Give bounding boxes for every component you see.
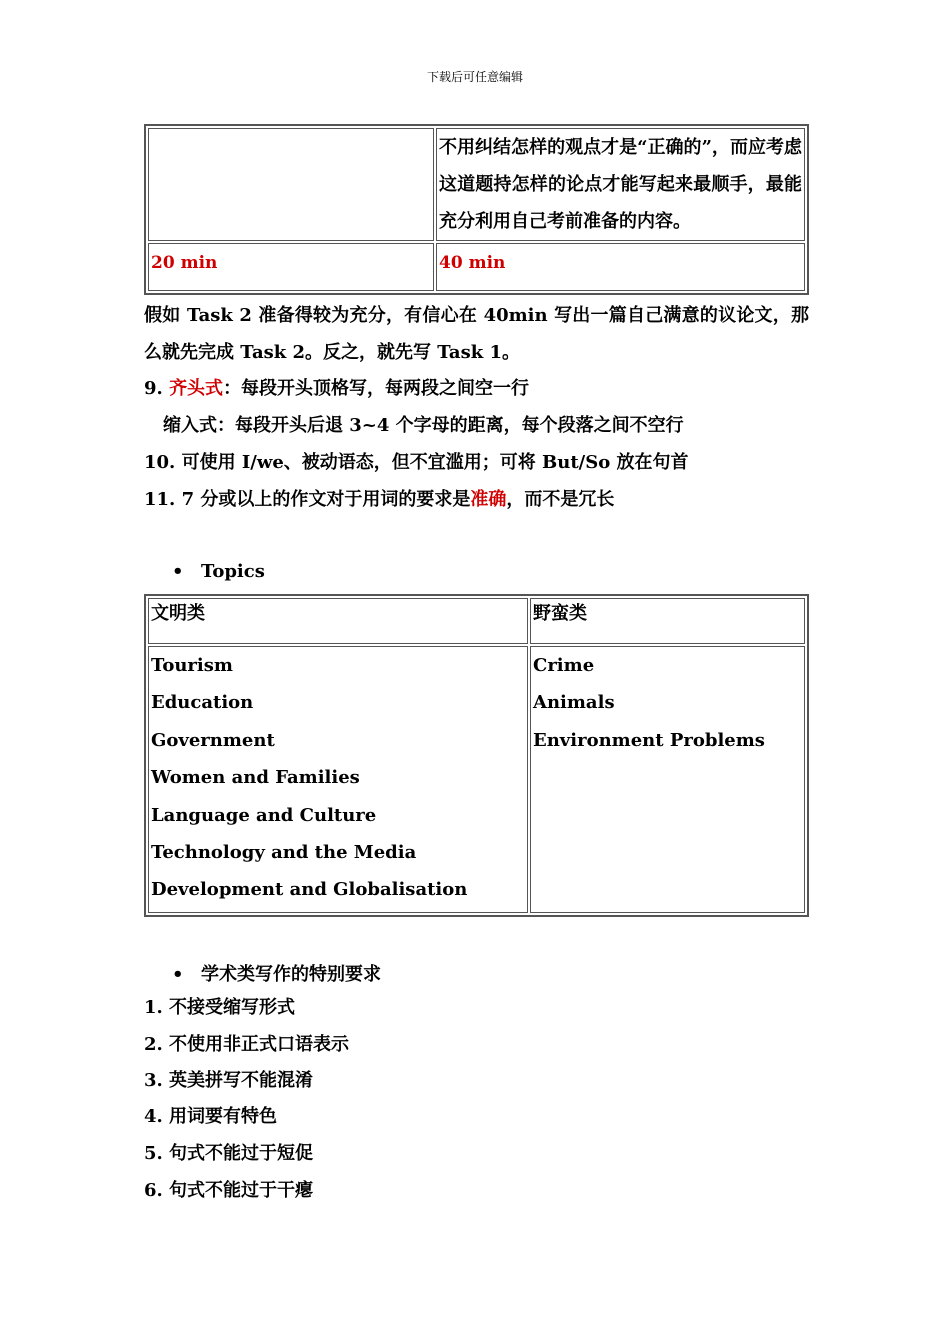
timing-table-note: 不用纠结怎样的观点才是“正确的”，而应考虑这道题持怎样的论点才能写起来最顺手，最能充分利用自己考前准备的内容。 (436, 128, 805, 241)
timing-table (144, 124, 809, 295)
list-item: Crime (533, 655, 595, 676)
item-11 (144, 481, 614, 518)
topics-table (144, 594, 809, 917)
academic-bullet (172, 960, 381, 986)
list-item: Development and Globalisation (151, 879, 468, 901)
task2-duration: 40 min (436, 243, 805, 291)
academic-item-4: 4. 用词要有特色 (144, 1106, 278, 1127)
item-9-number: 9. (144, 378, 170, 399)
topics-header-barbaric: 野蛮类 (530, 598, 805, 644)
list-item: Animals (533, 692, 615, 714)
topics-barbaric-list (530, 646, 805, 913)
topics-civilized-list (148, 646, 528, 913)
academic-item-5: 5. 句式不能过于短促 (144, 1143, 314, 1164)
list-item: Language and Culture (151, 804, 377, 826)
bullet-dot-icon: • (172, 561, 184, 582)
item-9-indent-style: 缩入式：每段开头后退 3~4 个字母的距离，每个段落之间不空行 (163, 415, 684, 436)
academic-label: 学术类写作的特别要求 (201, 964, 381, 985)
topics-bullet (172, 561, 265, 582)
list-item: Education (151, 692, 254, 714)
bullet-dot-icon: • (172, 964, 184, 985)
item-9-highlight: 齐头式 (169, 378, 224, 399)
list-item: Tourism (151, 655, 233, 676)
item-11-highlight: 准确 (470, 489, 507, 510)
task-order-paragraph: 假如 Task 2 准备得较为充分，有信心在 40min 写出一篇自己满意的议论文，那么就先完成 Task 2。反之，就先写 Task 1。 (144, 305, 809, 363)
topics-header-civilized: 文明类 (148, 598, 528, 644)
list-item: Environment Problems (533, 729, 765, 751)
item-10: 10. 可使用 I/we、被动语态，但不宜滥用；可将 But/So 放在句首 (144, 452, 689, 473)
academic-item-1: 1. 不接受缩写形式 (144, 997, 296, 1018)
list-item: Women and Families (151, 767, 360, 789)
academic-item-2: 2. 不使用非正式口语表示 (144, 1034, 350, 1055)
academic-item-3: 3. 英美拼写不能混淆 (144, 1070, 314, 1091)
item-9-text: ：每段开头顶格写，每两段之间空一行 (223, 378, 530, 399)
item-9 (144, 370, 529, 407)
item-11-text-end: ，而不是冗长 (506, 489, 615, 510)
page-header: 下载后可任意编辑 (426, 70, 523, 84)
item-11-text: 11. 7 分或以上的作文对于用词的要求是 (144, 489, 471, 510)
list-item: Technology and the Media (151, 842, 417, 864)
list-item: Government (151, 729, 275, 751)
task1-duration: 20 min (148, 243, 434, 291)
topics-label: Topics (201, 561, 265, 582)
timing-table-cell-empty (148, 128, 434, 241)
academic-item-6: 6. 句式不能过于干瘪 (144, 1180, 314, 1201)
